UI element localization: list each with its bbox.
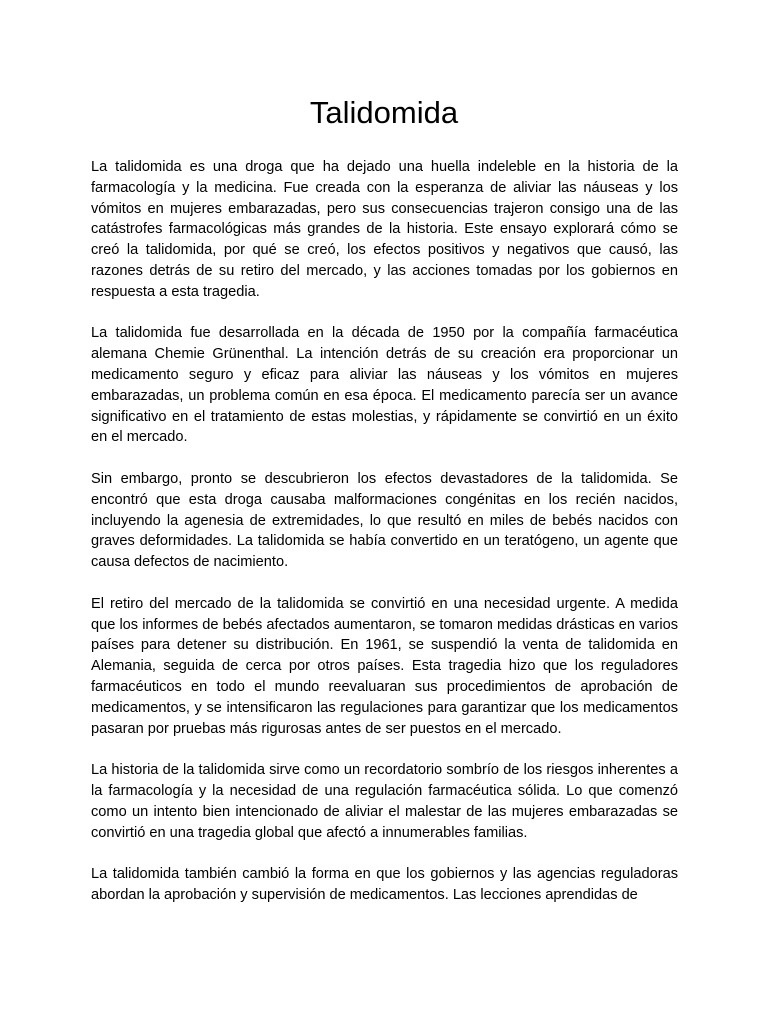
paragraph-6: La talidomida también cambió la forma en que los gobiernos y las agencias reguladoras abordan la aprobación y supervisión de medicamentos. Las lecciones aprendidas de xyxy=(91,866,678,903)
paragraph-2: La talidomida fue desarrollada en la década de 1950 por la compañía farmacéutica alemana Chemie Grünenthal. La intención detrás de su creación era proporcionar un medicamento seguro y eficaz para aliviar las náuseas y los vómitos en mujeres embarazadas, un problema común en esa época. El medicamento parecía ser un avance significativo en el tratamiento de estas molestias, y rápidamente se convirtió en un éxito en el mercado. xyxy=(91,325,678,446)
paragraph-4: El retiro del mercado de la talidomida se convirtió en una necesidad urgente. A medida que los informes de bebés afectados aumentaron, se tomaron medidas drásticas en varios países para detener su distribución. En 1961, se suspendió la venta de talidomida en Alemania, seguida de cerca por otros países. Esta tragedia hizo que los reguladores farmacéuticos en todo el mundo reevaluaran sus procedimientos de aprobación de medicamentos, y se intensificaron las regulaciones para garantizar que los medicamentos pasaran por pruebas más rigurosas antes de ser puestos en el mercado. xyxy=(91,595,678,737)
paragraph-5: La historia de la talidomida sirve como un recordatorio sombrío de los riesgos inherentes a la farmacología y la necesidad de una regulación farmacéutica sólida. Lo que comenzó como un intento bien intencionado de aliviar el malestar de las mujeres embarazadas se convirtió en una tragedia global que afectó a innumerables familias. xyxy=(91,762,678,841)
paragraph-3: Sin embargo, pronto se descubrieron los efectos devastadores de la talidomida. Se encontró que esta droga causaba malformaciones congénitas en los recién nacidos, incluyendo la agenesia de extremidades, lo que resultó en miles de bebés nacidos con graves deformidades. La talidomida se había convertido en un teratógeno, un agente que causa defectos de nacimiento. xyxy=(91,470,678,571)
document-body xyxy=(91,157,678,926)
document-title: Talidomida xyxy=(309,95,459,130)
paragraph-1: La talidomida es una droga que ha dejado una huella indeleble en la historia de la farmacología y la medicina. Fue creada con la esperanza de aliviar las náuseas y los vómitos en mujeres embarazadas, pero sus consecuencias trajeron consigo una de las catástrofes farmacológicas más grandes de la historia. Este ensayo explorará cómo se creó la talidomida, por qué se creó, los efectos positivos y negativos que causó, las razones detrás de su retiro del mercado, y las acciones tomadas por los gobiernos en respuesta a esta tragedia. xyxy=(91,159,678,300)
